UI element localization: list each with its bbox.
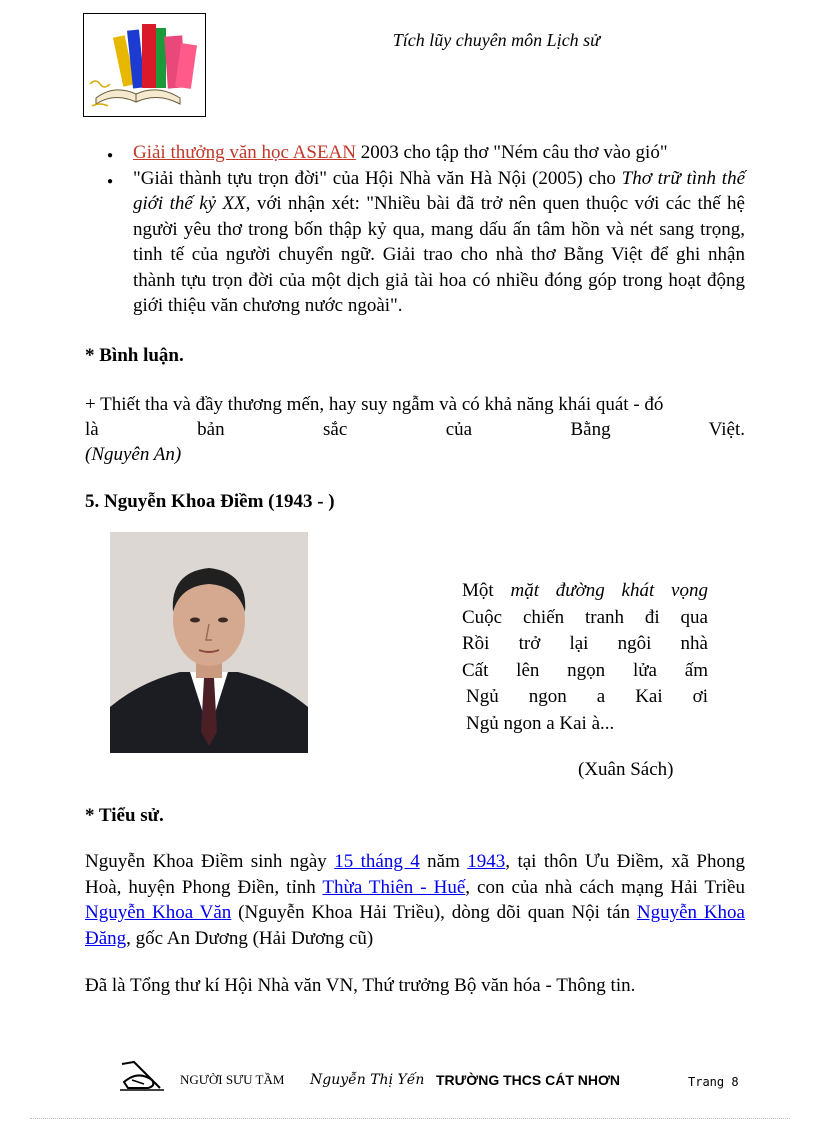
poem-block (462, 578, 708, 737)
list-item-text: 2003 cho tập thơ "Ném câu thơ vào gió" (356, 142, 668, 163)
asean-award-link[interactable]: Giải thưởng văn học ASEAN (133, 142, 356, 163)
bio-text: , gốc An Dương (Hải Dương cũ) (126, 927, 374, 949)
footer-school: TRƯỜNG THCS CÁT NHƠN (436, 1072, 621, 1088)
commentary-heading: * Bình luận. (85, 345, 184, 366)
list-item-text: "Giải thành tựu trọn đời" của Hội Nhà văn Hà Nội (2005) cho (133, 167, 622, 189)
list-item-text: , với nhận xét: "Nhiều bài đã trở nên quen thuộc với các thế hệ người yêu thơ trong bốn thập kỷ qua, mang dấu ấn tâm hồn và nét sang trọng, tinh tế của người chuyển ngữ. Giải trao cho nhà thơ Bằng Việt để ghi nhận thành tựu trọn đời của một dịch giả tài hoa có nhiều đóng góp trong hoạt động giới thiệu văn chương nước ngoài". (133, 193, 745, 316)
bio-text: Nguyễn Khoa Điềm sinh ngày (85, 851, 335, 872)
book-title: Thơ trữ tình thế giới thế kỷ XX (133, 167, 745, 214)
father-link[interactable]: Nguyễn Khoa Văn (85, 902, 232, 923)
poem-text: Một (462, 580, 511, 601)
poem-line (462, 578, 708, 605)
poem-author: (Xuân Sách) (578, 759, 674, 780)
poem-line: Cất lên ngọn lửa ấm (462, 659, 708, 681)
birth-date-link[interactable]: 15 tháng 4 (334, 851, 420, 872)
biography-paragraph (85, 849, 745, 951)
poem-line: Ngủ ngon a Kai à... (466, 712, 615, 734)
bio-text: năm (419, 851, 468, 872)
list-item (85, 140, 745, 166)
footer-collector-label: NGƯỜI SƯU TẦM (180, 1072, 285, 1087)
footer-page-number: Trang 8 (688, 1075, 739, 1089)
province-link[interactable]: Thừa Thiên - Huế (322, 876, 466, 898)
biography-heading: * Tiểu sử. (85, 805, 164, 826)
section-heading: 5. Nguyễn Khoa Điềm (1943 - ) (85, 491, 335, 512)
commentary-line: + Thiết tha và đầy thương mến, hay suy ngẫm và có khả năng khái quát - đó (85, 394, 664, 415)
writing-hand-icon (118, 1058, 168, 1094)
poem-italic-text: mặt đường khát vọng (510, 580, 708, 601)
bio-text: , tại thôn Ưu Điềm, xã Phong Hoà, huyện Phong Điền, tỉnh (85, 851, 745, 898)
portrait-image (110, 532, 308, 753)
books-logo (83, 13, 206, 117)
commentary-attribution: (Nguyên An) (85, 444, 182, 465)
poem-line: Cuộc chiến tranh đi qua (462, 606, 708, 628)
awards-list (85, 140, 745, 319)
footer-divider (30, 1118, 790, 1119)
biography-career: Đã là Tổng thư kí Hội Nhà văn VN, Thứ trưởng Bộ văn hóa - Thông tin. (85, 975, 636, 996)
poem-line: Ngủ ngon a Kai ơi (466, 686, 708, 707)
bio-text: (Nguyễn Khoa Hải Triều), dòng dõi quan Nội tán (231, 902, 637, 923)
birth-year-link[interactable]: 1943 (467, 851, 506, 872)
bio-text: , con của nhà cách mạng Hải Triều (465, 876, 745, 898)
footer-icon-wrap (118, 1058, 168, 1099)
stack-of-books-icon (84, 14, 205, 116)
list-item (85, 166, 745, 319)
author-portrait (110, 532, 308, 753)
footer-collector-name: Nguyễn Thị Yến (310, 1072, 425, 1088)
ancestor-link[interactable]: Nguyễn Khoa Đăng (85, 902, 745, 949)
poem-line: Rồi trở lại ngôi nhà (462, 633, 708, 654)
commentary-line: là bản sắc của Bằng Việt. (85, 419, 745, 440)
page-header-title: Tích lũy chuyên môn Lịch sử (392, 30, 600, 50)
